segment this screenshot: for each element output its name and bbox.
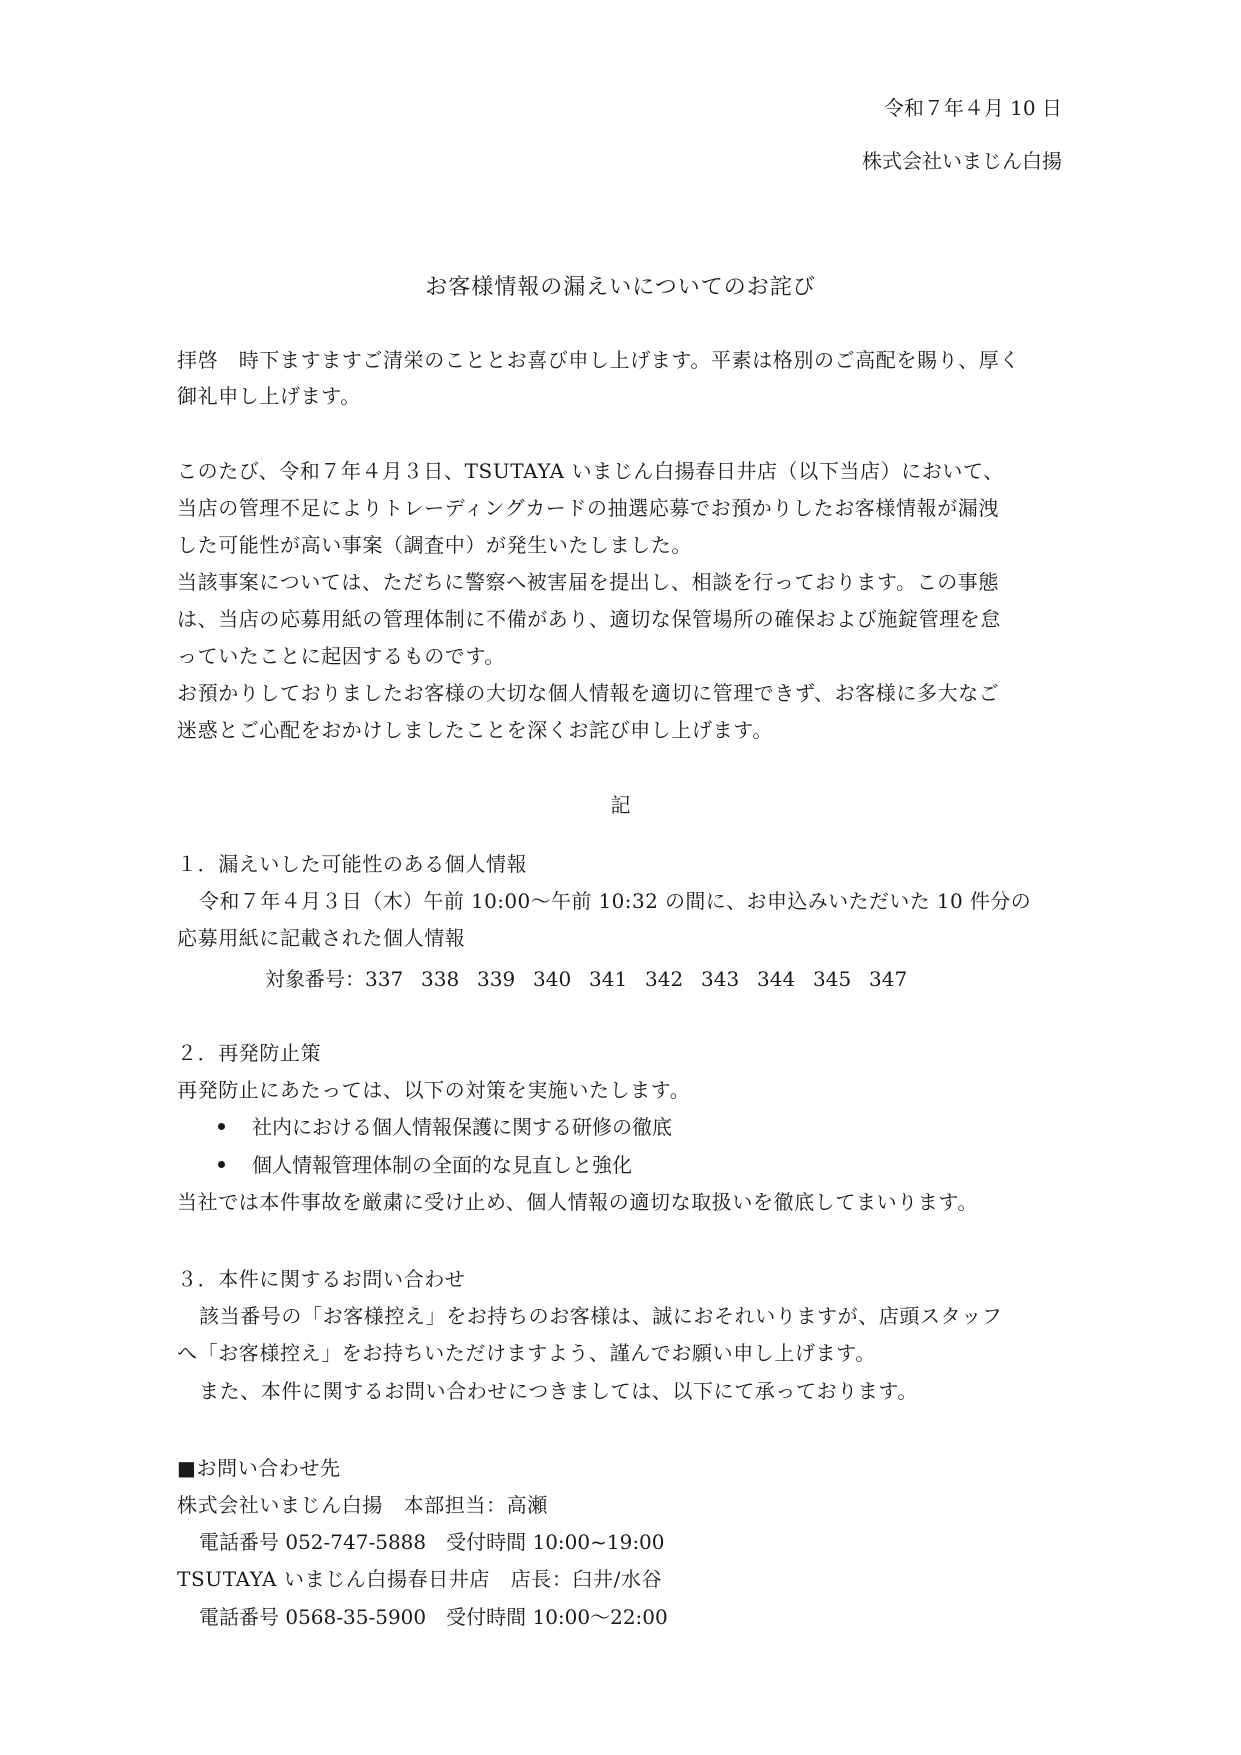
bullet-item: 社内における個人情報保護に関する研修の徹底 [252,1115,672,1139]
contact-heading: ■お問い合わせ先 [177,1456,341,1480]
body-line: お預かりしておりましたお客様の大切な個人情報を適切に管理できず、お客様に多大なご [177,681,1000,705]
target-number: 345 [813,967,852,991]
body-line: は、当店の応募用紙の管理体制に不備があり、適切な保管場所の確保および施錠管理を怠 [177,607,1001,631]
target-numbers [265,969,925,989]
contact-hq: 株式会社いまじん白揚 本部担当：高瀬 [177,1493,548,1517]
section3-line-1: 該当番号の「お客様控え」をお持ちのお客様は、誠におそれいりますが、店頭スタッフ [199,1304,1003,1328]
issuer-company: 株式会社いまじん白揚 [862,149,1062,173]
target-number: 339 [477,967,516,991]
section2-intro: 再発防止にあたっては、以下の対策を実施いたします。 [177,1078,691,1102]
target-number: 337 [365,967,404,991]
section1-heading: １．漏えいした可能性のある個人情報 [177,852,528,876]
target-number: 341 [589,967,628,991]
bullet-dot-icon [218,1161,225,1168]
ki-marker: 記 [610,793,631,817]
intro-line-2: 御礼申し上げます。 [177,384,361,408]
contact-hq-phone: 電話番号 052-747-5888 受付時間 10:00~19:00 [199,1530,665,1554]
intro-line-1: 拝啓 時下ますますご清栄のこととお喜び申し上げます。平素は格別のご高配を賜り、厚く [177,348,1020,372]
bullet-dot-icon [218,1123,225,1130]
target-number: 343 [701,967,740,991]
target-numbers-label: 対象番号： [265,967,365,991]
target-number: 340 [533,967,572,991]
section2-heading: ２．再発防止策 [177,1041,322,1065]
bullet-item: 個人情報管理体制の全面的な見直しと強化 [252,1153,632,1177]
section3-line-3: また、本件に関するお問い合わせにつきましては、以下にて承っております。 [199,1379,918,1403]
section1-line-2: 応募用紙に記載された個人情報 [177,926,466,950]
body-line: 当店の管理不足によりトレーディングカードの抽選応募でお預かりしたお客様情報が漏洩 [177,496,999,520]
target-number: 342 [645,967,684,991]
target-number: 338 [421,967,460,991]
section3-heading: ３．本件に関するお問い合わせ [177,1267,466,1291]
notice-date: 令和７年４月 10 日 [883,96,1062,120]
contact-store-phone: 電話番号 0568-35-5900 受付時間 10:00〜22:00 [199,1605,668,1629]
body-line: このたび、令和７年４月３日、TSUTAYA いまじん白揚春日井店（以下当店）において、 [177,459,1004,483]
body-line: 当該事案については、ただちに警察へ被害届を提出し、相談を行っております。この事態 [177,570,999,594]
section3-line-2: へ「お客様控え」をお持ちいただけますよう、謹んでお願い申し上げます。 [177,1341,876,1365]
contact-store: TSUTAYA いまじん白揚春日井店 店長：臼井/水谷 [177,1567,663,1591]
section2-closing: 当社では本件事故を厳粛に受け止め、個人情報の適切な取扱いを徹底してまいります。 [177,1190,978,1214]
target-number: 344 [757,967,796,991]
body-line: した可能性が高い事案（調査中）が発生いたしました。 [177,533,692,557]
section1-line-1: 令和７年４月３日（木）午前 10:00〜午前 10:32 の間に、お申込みいただいた 10 件分の [199,889,1032,913]
body-line: っていたことに起因するものです。 [177,644,505,668]
target-number: 347 [869,967,908,991]
document-title: お客様情報の漏えいについてのお詫び [425,275,816,300]
body-line: 迷惑とご心配をおかけしましたことを深くお詫び申し上げます。 [177,718,773,742]
